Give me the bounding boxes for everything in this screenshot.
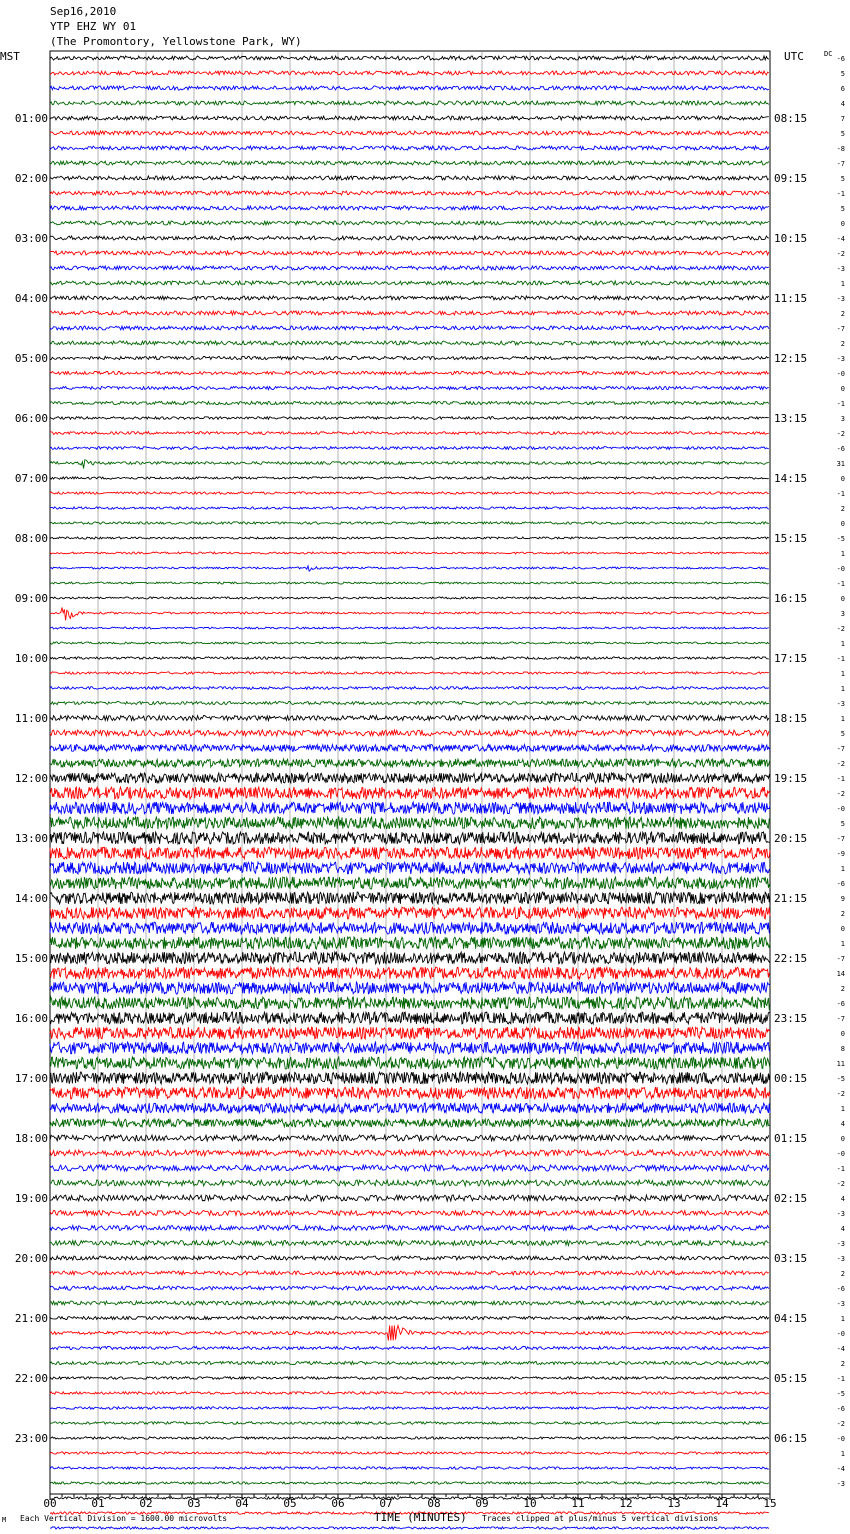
dc-offset-value: -0	[836, 370, 845, 378]
seismic-trace	[50, 1165, 769, 1171]
seismic-trace	[50, 1361, 769, 1364]
dc-offset-value: -6	[836, 1405, 845, 1413]
utc-hour-label: 13:15	[774, 412, 808, 425]
seismic-trace	[50, 1211, 769, 1216]
clip-note: Traces clipped at plus/minus 5 vertical divisions	[482, 1514, 719, 1523]
dc-offset-value: -6	[836, 1285, 845, 1293]
dc-offset-value: -1	[836, 400, 845, 408]
utc-hour-label: 03:15	[774, 1252, 808, 1265]
seismic-trace	[50, 206, 769, 210]
seismic-trace	[50, 1467, 769, 1469]
dc-offset-value: -4	[836, 1345, 845, 1353]
seismic-trace	[50, 1392, 769, 1395]
dc-offset-value: -4	[836, 235, 845, 243]
utc-hour-label: 19:15	[774, 772, 808, 785]
dc-offset-value: -2	[836, 430, 845, 438]
dc-offset-value: -2	[836, 250, 845, 258]
seismic-trace	[50, 566, 769, 571]
seismic-trace	[50, 447, 769, 450]
mst-hour-label: 14:00	[14, 892, 48, 905]
dc-offset-value: -5	[836, 1390, 845, 1398]
seismic-trace	[50, 1346, 769, 1349]
seismic-trace	[50, 1437, 769, 1439]
dc-offset-value: 4	[840, 1120, 845, 1128]
dc-offset-value: -0	[836, 1435, 845, 1443]
dc-label: DC	[824, 50, 833, 58]
dc-offset-value: 1	[840, 865, 845, 873]
seismic-trace	[50, 1087, 770, 1099]
dc-offset-value: 0	[840, 385, 845, 393]
dc-offset-value: -7	[836, 955, 845, 963]
mst-hour-label: 18:00	[14, 1132, 48, 1145]
seismic-trace	[50, 266, 769, 270]
seismic-trace	[50, 952, 770, 964]
dc-offset-value: 1	[840, 640, 845, 648]
dc-offset-value: -3	[836, 1210, 845, 1218]
utc-hour-label: 04:15	[774, 1312, 808, 1325]
dc-offset-value: -6	[836, 880, 845, 888]
dc-offset-value: 3	[840, 610, 845, 618]
seismic-trace	[50, 847, 770, 859]
dc-offset-value: -6	[836, 445, 845, 453]
seismic-trace	[50, 1316, 769, 1319]
seismic-trace	[50, 386, 769, 389]
seismic-trace	[50, 522, 769, 524]
seismic-trace	[50, 1241, 769, 1246]
seismic-trace	[50, 597, 769, 599]
dc-offset-value: 0	[840, 475, 845, 483]
seismic-trace	[50, 1042, 770, 1054]
seismic-trace	[50, 492, 769, 494]
mst-hour-label: 06:00	[14, 412, 48, 425]
seismic-trace	[50, 1072, 770, 1084]
seismic-trace	[50, 1377, 769, 1380]
seismic-trace	[50, 773, 770, 783]
seismic-trace	[50, 1195, 769, 1201]
mst-hour-label: 08:00	[14, 532, 48, 545]
seismic-trace	[50, 997, 770, 1009]
dc-offset-value: 1	[840, 1105, 845, 1113]
seismic-trace	[50, 191, 769, 195]
mst-hour-label: 03:00	[14, 232, 48, 245]
seismic-trace	[50, 1027, 770, 1039]
utc-hour-label: 21:15	[774, 892, 808, 905]
dc-offset-value: -1	[836, 580, 845, 588]
dc-offset-value: 5	[840, 130, 845, 138]
dc-offset-value: 0	[840, 220, 845, 228]
dc-offset-value: 0	[840, 520, 845, 528]
seismic-trace	[50, 627, 769, 629]
x-tick-label: 03	[187, 1497, 201, 1510]
mst-hour-label: 05:00	[14, 352, 48, 365]
dc-offset-value: 5	[840, 730, 845, 738]
mst-hour-label: 04:00	[14, 292, 48, 305]
utc-hour-label: 00:15	[774, 1072, 808, 1085]
seismic-trace	[50, 1422, 769, 1425]
utc-hour-label: 09:15	[774, 172, 808, 185]
x-tick-label: 07	[379, 1497, 393, 1510]
dc-offset-value: -9	[836, 850, 845, 858]
seismic-trace	[50, 608, 769, 621]
dc-offset-value: -4	[836, 1465, 845, 1473]
dc-offset-value: -0	[836, 1150, 845, 1158]
dc-offset-value: -2	[836, 1090, 845, 1098]
seismic-trace	[50, 642, 769, 644]
x-tick-label: 12	[619, 1497, 633, 1510]
seismic-trace	[50, 1135, 769, 1141]
seismic-trace	[50, 937, 770, 949]
dc-offset-value: -2	[836, 760, 845, 768]
utc-hour-label: 18:15	[774, 712, 808, 725]
mst-hour-label: 23:00	[14, 1432, 48, 1445]
dc-offset-value: 3	[840, 415, 845, 423]
dc-offset-value: -7	[836, 1015, 845, 1023]
seismic-trace	[50, 1256, 769, 1260]
mst-hour-label: 07:00	[14, 472, 48, 485]
dc-offset-value: -7	[836, 160, 845, 168]
utc-hour-label: 10:15	[774, 232, 808, 245]
seismic-trace	[50, 802, 770, 814]
seismic-trace	[50, 71, 769, 75]
dc-offset-value: -2	[836, 625, 845, 633]
seismic-trace	[50, 1527, 769, 1529]
utc-hour-label: 11:15	[774, 292, 808, 305]
seismic-trace	[50, 131, 769, 135]
dc-offset-value: -6	[836, 1000, 845, 1008]
utc-hour-label: 14:15	[774, 472, 808, 485]
x-tick-label: 10	[523, 1497, 537, 1510]
dc-offset-value: 1	[840, 280, 845, 288]
dc-offset-value: 7	[840, 115, 845, 123]
seismic-trace	[50, 1119, 770, 1127]
dc-offset-value: -8	[836, 145, 845, 153]
seismic-trace	[50, 507, 769, 509]
dc-offset-value: -1	[836, 490, 845, 498]
seismic-trace	[50, 701, 769, 704]
dc-offset-value: 4	[840, 1225, 845, 1233]
seismic-trace	[50, 967, 770, 979]
mst-hour-label: 09:00	[14, 592, 48, 605]
x-tick-label: 06	[331, 1497, 345, 1510]
dc-offset-value: 31	[836, 460, 845, 468]
mst-hour-label: 01:00	[14, 112, 48, 125]
footer-mark: M	[2, 1516, 7, 1524]
dc-offset-value: 8	[840, 1045, 845, 1053]
x-tick-label: 02	[139, 1497, 153, 1510]
seismic-trace	[50, 417, 769, 420]
seismic-trace	[50, 326, 769, 330]
seismic-trace	[50, 922, 770, 934]
seismic-trace	[50, 716, 769, 721]
x-tick-label: 11	[571, 1497, 585, 1510]
dc-offset-value: -1	[836, 190, 845, 198]
seismic-trace	[50, 1301, 769, 1305]
station-code: YTP EHZ WY 01	[50, 20, 137, 33]
x-tick-label: 09	[475, 1497, 489, 1510]
dc-offset-value: -5	[836, 1075, 845, 1083]
mst-hour-label: 21:00	[14, 1312, 48, 1325]
dc-offset-value: 0	[840, 595, 845, 603]
dc-offset-value: -2	[836, 1420, 845, 1428]
chart-date: Sep16,2010	[50, 5, 117, 18]
seismic-trace	[50, 892, 770, 904]
dc-offset-value: 4	[840, 100, 845, 108]
seismic-trace	[50, 1482, 769, 1484]
dc-offset-value: -1	[836, 1375, 845, 1383]
utc-hour-label: 06:15	[774, 1432, 808, 1445]
seismic-trace	[50, 672, 769, 674]
dc-offset-value: 1	[840, 1450, 845, 1458]
dc-offset-value: -7	[836, 745, 845, 753]
right-timezone-label: UTC	[784, 50, 804, 63]
dc-offset-value: 2	[840, 910, 845, 918]
seismic-trace	[50, 1286, 769, 1290]
seismic-trace	[50, 817, 770, 829]
utc-hour-label: 20:15	[774, 832, 808, 845]
dc-offset-value: -6	[836, 55, 845, 63]
seismic-trace	[50, 787, 770, 799]
seismic-trace	[50, 1407, 769, 1410]
dc-offset-value: 2	[840, 1270, 845, 1278]
mst-hour-label: 22:00	[14, 1372, 48, 1385]
dc-offset-value: 0	[840, 925, 845, 933]
dc-offset-value: 11	[836, 1060, 845, 1068]
dc-offset-value: -1	[836, 655, 845, 663]
seismic-trace	[50, 251, 769, 255]
mst-hour-label: 10:00	[14, 652, 48, 665]
dc-offset-value: 6	[840, 85, 845, 93]
seismic-trace	[50, 907, 770, 919]
utc-hour-label: 22:15	[774, 952, 808, 965]
utc-hour-label: 08:15	[774, 112, 808, 125]
dc-offset-value: -7	[836, 835, 845, 843]
dc-offset-value: -3	[836, 355, 845, 363]
dc-offset-value: 5	[840, 820, 845, 828]
utc-hour-label: 23:15	[774, 1012, 808, 1025]
seismic-trace	[50, 730, 769, 736]
mst-hour-label: 20:00	[14, 1252, 48, 1265]
seismic-trace	[50, 657, 769, 659]
dc-offset-value: -3	[836, 1255, 845, 1263]
utc-hour-label: 02:15	[774, 1192, 808, 1205]
dc-offset-value: 2	[840, 985, 845, 993]
seismic-trace	[50, 537, 769, 539]
station-location: (The Promontory, Yellowstone Park, WY)	[50, 35, 302, 48]
x-tick-label: 01	[91, 1497, 105, 1510]
seismic-trace	[50, 311, 769, 315]
x-tick-label: 05	[283, 1497, 297, 1510]
dc-offset-value: 2	[840, 505, 845, 513]
dc-offset-value: -3	[836, 295, 845, 303]
dc-offset-value: 14	[836, 970, 845, 978]
seismic-trace	[50, 1180, 769, 1186]
utc-hour-label: 01:15	[774, 1132, 808, 1145]
seismic-trace	[50, 236, 769, 240]
dc-offset-value: -1	[836, 775, 845, 783]
left-timezone-label: MST	[0, 50, 20, 63]
dc-offset-value: -2	[836, 790, 845, 798]
seismic-trace	[50, 1103, 770, 1113]
dc-offset-value: 5	[840, 205, 845, 213]
dc-offset-value: -0	[836, 805, 845, 813]
mst-hour-label: 13:00	[14, 832, 48, 845]
dc-offset-value: -1	[836, 1165, 845, 1173]
x-tick-label: 15	[763, 1497, 777, 1510]
seismic-trace	[50, 221, 769, 225]
seismic-trace	[50, 1452, 769, 1454]
seismic-trace	[50, 176, 769, 180]
dc-offset-value: -5	[836, 535, 845, 543]
scale-note: Each Vertical Division = 1600.00 microvolts	[20, 1514, 228, 1523]
dc-offset-value: -0	[836, 1330, 845, 1338]
seismic-trace	[50, 982, 770, 994]
seismic-trace	[50, 341, 769, 345]
utc-hour-label: 05:15	[774, 1372, 808, 1385]
mst-hour-label: 15:00	[14, 952, 48, 965]
seismic-trace	[50, 832, 770, 844]
seismic-trace	[50, 759, 770, 767]
seismic-trace	[50, 1271, 769, 1275]
dc-offset-value: -2	[836, 1180, 845, 1188]
dc-offset-value: -3	[836, 700, 845, 708]
utc-hour-label: 17:15	[774, 652, 808, 665]
dc-offset-value: -3	[836, 265, 845, 273]
seismic-trace	[50, 1150, 769, 1156]
x-axis-label: TIME (MINUTES)	[374, 1511, 467, 1524]
seismic-trace	[50, 371, 769, 374]
dc-offset-value: 9	[840, 895, 845, 903]
x-tick-label: 08	[427, 1497, 441, 1510]
seismic-trace	[50, 56, 769, 60]
seismic-trace	[50, 1326, 769, 1341]
seismic-trace	[50, 745, 770, 752]
seismic-trace	[50, 687, 769, 690]
seismic-trace	[50, 101, 769, 105]
dc-offset-value: -7	[836, 325, 845, 333]
dc-offset-value: 1	[840, 940, 845, 948]
dc-offset-value: -0	[836, 565, 845, 573]
mst-hour-label: 12:00	[14, 772, 48, 785]
mst-hour-label: 17:00	[14, 1072, 48, 1085]
dc-offset-value: 1	[840, 715, 845, 723]
seismic-trace	[50, 146, 769, 150]
dc-offset-value: 0	[840, 1135, 845, 1143]
seismic-trace	[50, 552, 769, 554]
seismic-trace	[50, 86, 769, 90]
dc-offset-value: -3	[836, 1300, 845, 1308]
dc-offset-value: -3	[836, 1240, 845, 1248]
utc-hour-label: 12:15	[774, 352, 808, 365]
dc-offset-value: 5	[840, 70, 845, 78]
x-tick-label: 14	[715, 1497, 729, 1510]
seismic-trace	[50, 296, 769, 300]
seismic-trace	[50, 432, 769, 435]
seismic-trace	[50, 356, 769, 359]
seismic-trace	[50, 1226, 769, 1231]
mst-hour-label: 11:00	[14, 712, 48, 725]
seismic-trace	[50, 1012, 770, 1024]
seismic-trace	[50, 1497, 769, 1499]
mst-hour-label: 19:00	[14, 1192, 48, 1205]
dc-offset-value: 4	[840, 1195, 845, 1203]
dc-offset-value: 0	[840, 1030, 845, 1038]
seismic-trace	[50, 877, 770, 889]
dc-offset-value: 2	[840, 340, 845, 348]
dc-offset-value: 1	[840, 550, 845, 558]
seismic-trace	[50, 477, 769, 479]
seismic-trace	[50, 582, 769, 584]
seismic-trace	[50, 281, 769, 285]
x-tick-label: 04	[235, 1497, 249, 1510]
mst-hour-label: 02:00	[14, 172, 48, 185]
utc-hour-label: 16:15	[774, 592, 808, 605]
utc-hour-label: 15:15	[774, 532, 808, 545]
dc-offset-value: 1	[840, 670, 845, 678]
x-tick-label: 00	[43, 1497, 57, 1510]
seismic-trace	[50, 1057, 770, 1069]
dc-offset-value: 1	[840, 1315, 845, 1323]
seismic-trace	[50, 460, 769, 469]
dc-offset-value: 2	[840, 1360, 845, 1368]
dc-offset-value: -3	[836, 1480, 845, 1488]
seismic-trace	[50, 161, 769, 165]
dc-offset-value: 2	[840, 310, 845, 318]
mst-hour-label: 16:00	[14, 1012, 48, 1025]
dc-offset-value: 5	[840, 175, 845, 183]
x-tick-label: 13	[667, 1497, 681, 1510]
dc-offset-value: 1	[840, 685, 845, 693]
seismic-trace	[50, 862, 770, 874]
seismic-trace	[50, 116, 769, 120]
seismic-trace	[50, 401, 769, 404]
